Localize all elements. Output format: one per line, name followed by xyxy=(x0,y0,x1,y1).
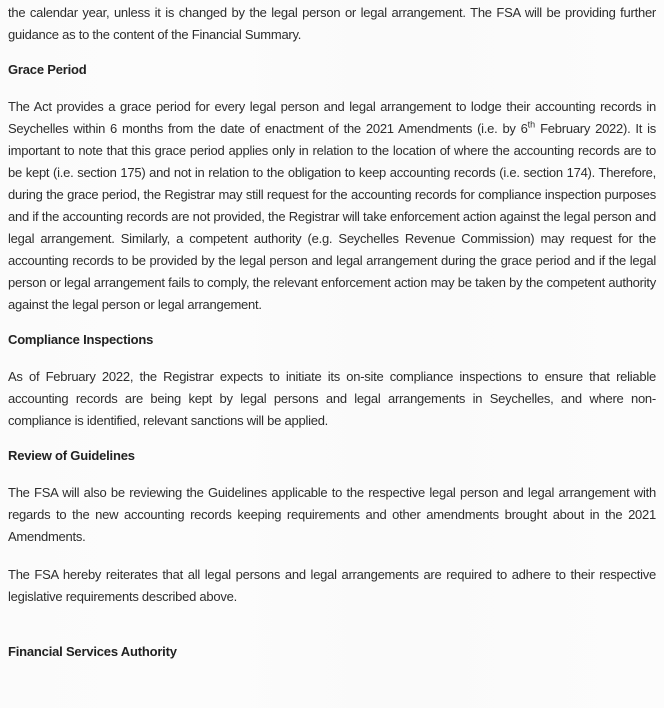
heading-financial-services-authority: Financial Services Authority xyxy=(8,644,177,659)
paragraph-compliance-inspections: As of February 2022, the Registrar expects to initiate its on-site compliance inspections to ensure that reliable accounting records are being kept by legal persons and legal arrangements in Seychelles, and where non-compliance is identified, relevant sanctions will be applied. xyxy=(8,369,656,428)
grace-period-text-before-ordinal: The Act provides a grace period for every legal person and legal arrangement to lodge their accounting records in Seychelles within 6 months from the date of enactment of the 2021 Amendments (i.e. by 6 xyxy=(8,99,656,136)
paragraph-intro-continuation: the calendar year, unless it is changed by the legal person or legal arrangement. The FSA will be providing further guidance as to the content of the Financial Summary. xyxy=(8,5,656,42)
heading-grace-period: Grace Period xyxy=(8,62,87,77)
heading-compliance-inspections: Compliance Inspections xyxy=(8,332,154,347)
paragraph-grace-period xyxy=(8,96,656,316)
heading-review-of-guidelines: Review of Guidelines xyxy=(8,448,135,463)
ordinal-superscript: th xyxy=(527,119,536,130)
paragraph-review-of-guidelines: The FSA will also be reviewing the Guidelines applicable to the respective legal person and legal arrangement with regards to the new accounting records keeping requirements and other amendments brought about in the 2021 Amendments. xyxy=(8,485,656,544)
grace-period-text-after-ordinal: February 2022). It is important to note that this grace period applies only in relation to the location of where the accounting records are to be kept (i.e. section 175) and not in relation to the obligation to keep accounting records (i.e. section 174). Therefore, during the grace period, the Registrar may still request for the accounting records for compliance inspection purposes and if the accounting records are not provided, the Registrar will take enforcement action against the legal person and legal arrangement. Similarly, a competent authority (e.g. Seychelles Revenue Commission) may request for the accounting records to be provided by the legal person and legal arrangement during the grace period and if the legal person or legal arrangement fails to comply, the relevant enforcement action may be taken by the competent authority against the legal person or legal arrangement. xyxy=(8,121,656,312)
paragraph-closing-reiteration: The FSA hereby reiterates that all legal persons and legal arrangements are required to adhere to their respective legislative requirements described above. xyxy=(8,567,656,604)
